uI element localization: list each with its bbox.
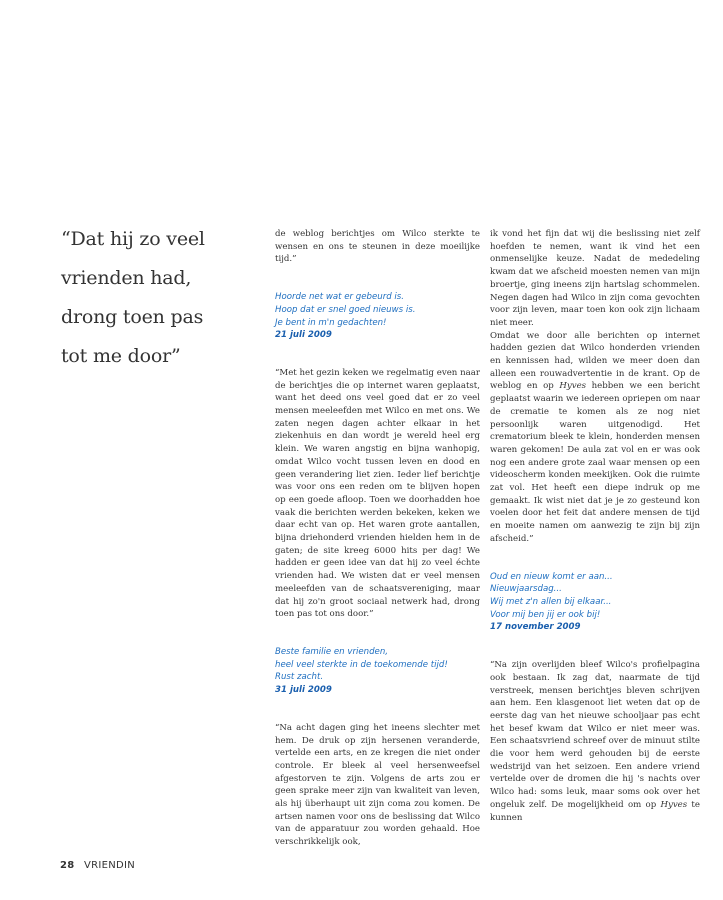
- pull-quote-line: drong toen pas: [61, 306, 204, 328]
- page-number: 28: [60, 860, 75, 871]
- weblog-post: [275, 646, 480, 697]
- weblog-post: [490, 571, 700, 635]
- pull-quote-line: “Dat hij zo veel: [61, 228, 205, 250]
- post-line: Hoop dat er snel goed nieuws is.: [275, 304, 416, 315]
- text-run: “Na zijn overlijden bleef Wilco's profielpagina ook bestaan. Ik zag dat, naarmate de tijd verstreek, mensen berichtjes bleven schrijven aan hem. Een klasgenoot liet weten dat op de eerste dag van het nieuwe schooljaar pas echt het besef kwam dat Wilco er niet meer was. Een schaatsvriend schreef over de minuut stilte die voor hem werd gehouden bij de eerste wedstrijd van het seizoen. Een andere vriend vertelde over de dromen die hij 's nachts over Wilco had: soms leuk, maar soms ook over het ongeluk zelf. De mogelijkheid om op: [490, 660, 700, 810]
- body-paragraph: ik vond het fijn dat wij die beslissing niet zelf hoefden te nemen, want ik vind het een onmenselijke keuze. Nadat de mededeling kwam dat we afscheid moesten nemen van mijn broertje, ging ineens zijn hartslag schommelen. Negen dagen had Wilco in zijn coma gevochten voor zijn leven, maar toen kon ook zijn lichaam niet meer.: [490, 229, 700, 328]
- post-line: Wij met z'n allen bij elkaar...: [490, 596, 612, 607]
- text-run: hebben we een bericht geplaatst waarin we iedereen opriepen om naar de crematie te komen als ze nog niet persoonlijk waren uitgenodigd. Het crematorium bleek te klein, honderden mensen waren gekomen! De aula zat vol en er was ook nog een andere grote zaal waar mensen op een videoscherm konden meekijken. Ook die ruimte zat vol. Het heeft een diepe indruk op me gemaakt. Ik wist niet dat je je zo gesteund kon voelen door het feit dat andere mensen de tijd en moeite namen om aanwezig te zijn bij zijn afscheid.”: [490, 381, 700, 544]
- post-line: Je bent in m'n gedachten!: [275, 317, 387, 328]
- post-date: 21 juli 2009: [275, 330, 332, 341]
- hyves-mention: Hyves: [660, 799, 688, 810]
- post-line: Hoorde net wat er gebeurd is.: [275, 292, 405, 303]
- page-footer: [60, 860, 135, 871]
- text-run: Omdat we door alle berichten op internet hadden gezien dat Wilco honderden vrienden en kennissen had, wilden we meer doen dan alleen een rouwadvertentie in de krant. Op de weblog en op: [490, 330, 700, 392]
- article-column-left: [275, 228, 480, 849]
- pull-quote: [61, 220, 261, 376]
- post-line: Beste familie en vrienden,: [275, 646, 389, 657]
- article-column-right: [490, 228, 700, 824]
- body-paragraph: “Na acht dagen ging het ineens slechter met hem. De druk op zijn hersenen veranderde, vertelde een arts, en ze kregen die niet onder controle. Er bleek al veel hersenweefsel afgestorven te zijn. Volgens de arts zou er geen sprake meer zijn van kwaliteit van leven, als hij überhaupt uit zijn coma zou komen. De artsen namen voor ons de beslissing dat Wilco van de apparatuur zou worden gehaald. Hoe verschrikkelijk ook,: [275, 722, 480, 848]
- magazine-name: VRIENDIN: [84, 860, 136, 871]
- hyves-mention: Hyves: [559, 381, 587, 392]
- post-line: Oud en nieuw komt er aan...: [490, 571, 613, 582]
- weblog-post: [275, 291, 480, 342]
- body-paragraph: de weblog berichtjes om Wilco sterkte te wensen en ons te steunen in deze moeilijke tijd.”: [275, 229, 480, 265]
- post-line: Nieuwjaarsdag...: [490, 584, 562, 595]
- pull-quote-line: vrienden had,: [61, 267, 192, 289]
- post-date: 31 juli 2009: [275, 685, 332, 696]
- body-paragraph: [490, 330, 700, 546]
- post-line: heel veel sterkte in de toekomende tijd!: [275, 659, 448, 670]
- body-paragraph: “Met het gezin keken we regelmatig even naar de berichtjes die op internet waren geplaatst, want het deed ons veel goed dat er zo veel mensen meeleefden met Wilco en met ons. We zaten negen dagen achter elkaar in het ziekenhuis en dan wordt je wereld heel erg klein. We waren angstig en bijna wanhopig, omdat Wilco vocht tussen leven en dood en geen verandering liet zien. Ieder lief berichtje was voor ons een reden om te blijven hopen op een goede afloop. Toen we doorhadden hoe vaak die berichten werden bekeken, keken we daar echt van op. Het waren grote aantallen, bijna driehonderd vrienden hielden hem in de gaten; de site kreeg 6000 hits per dag! We hadden er geen idee van dat hij zo veel échte vrienden had. We wisten dat er veel mensen meeleefden van de schaatsvereniging, maar dat hij zo'n groot sociaal netwerk had, drong toen pas tot ons door.”: [275, 367, 480, 620]
- post-line: Rust zacht.: [275, 672, 324, 683]
- pull-quote-line: tot me door”: [61, 345, 181, 367]
- post-date: 17 november 2009: [490, 622, 581, 633]
- text-run: te kunnen: [490, 799, 700, 823]
- post-line: Voor mij ben jij er ook bij!: [490, 609, 601, 620]
- body-paragraph: [490, 659, 700, 824]
